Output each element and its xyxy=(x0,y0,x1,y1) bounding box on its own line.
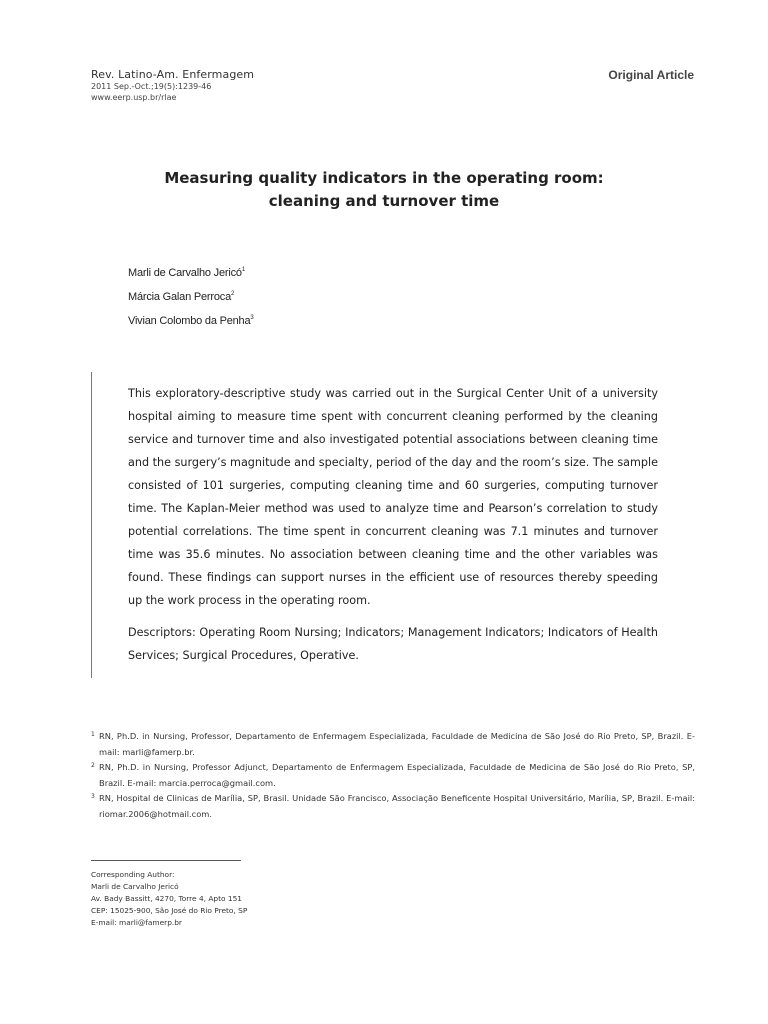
footnote-divider xyxy=(91,860,241,861)
author-ref: 2 xyxy=(231,291,235,297)
journal-issue: 2011 Sep.-Oct.;19(5):1239-46 xyxy=(91,82,212,91)
affiliation-item xyxy=(91,760,695,791)
corresponding-email[interactable]: E-mail: marli@famerp.br xyxy=(91,918,182,927)
journal-name: Rev. Latino-Am. Enfermagem xyxy=(91,68,255,81)
affiliation-item xyxy=(91,729,695,760)
author-item xyxy=(128,284,254,308)
article-title xyxy=(100,167,668,213)
title-line-1: Measuring quality indicators in the operating room: xyxy=(164,169,604,187)
author-ref: 1 xyxy=(241,267,245,273)
corresponding-label: Corresponding Author: xyxy=(91,870,175,879)
author-name: Márcia Galan Perroca xyxy=(128,291,231,303)
affiliation-number: 3 xyxy=(91,793,95,800)
abstract-divider xyxy=(91,372,92,678)
abstract-text: This exploratory-descriptive study was carried out in the Surgical Center Unit of a university hospital aiming to measure time spent with concurrent cleaning performed by the cleaning service and turnover time and also investigated potential associations between cleaning time and the surgery’s magnitude and specialty, period of the day and the room’s size. The sample consisted of 101 surgeries, computing cleaning time and 60 surgeries, computing turnover time. The Kaplan-Meier method was used to analyze time and Pearson’s correlation to study potential correlations. The time spent in concurrent cleaning was 7.1 minutes and turnover time was 35.6 minutes. No association between cleaning time and the other variables was found. These findings can support nurses in the efficient use of resources thereby speeding up the work process in the operating room. xyxy=(128,387,658,607)
author-name: Vivian Colombo da Penha xyxy=(128,315,251,327)
corresponding-address: Av. Bady Bassitt, 4270, Torre 4, Apto 151 xyxy=(91,894,242,903)
affiliation-text: RN, Ph.D. in Nursing, Professor Adjunct, Departamento de Enfermagem Especializada, Faculdade de Medicina de São José do Rio Preto, SP, Brazil. E-mail: marcia.perroca@gmail.com. xyxy=(99,762,695,788)
affiliation-text: RN, Hospital de Clinicas de Marília, SP, Brasil. Unidade São Francisco, Associação Beneficente Hospital Universitário, Marília, SP, Brazil. E-mail: riomar.2006@hotmail.com. xyxy=(99,793,695,819)
affiliation-number: 1 xyxy=(91,731,95,738)
affiliation-item xyxy=(91,791,695,822)
title-line-2: cleaning and turnover time xyxy=(268,192,500,210)
affiliation-number: 2 xyxy=(91,762,95,769)
journal-url[interactable]: www.eerp.usp.br/rlae xyxy=(91,93,177,102)
author-item xyxy=(128,308,254,332)
affiliations xyxy=(91,729,695,822)
affiliation-text: RN, Ph.D. in Nursing, Professor, Departamento de Enfermagem Especializada, Faculdade de Medicina de São José do Rio Preto, SP, Brazil. E-mail: marli@famerp.br. xyxy=(99,731,695,757)
author-item xyxy=(128,260,254,284)
author-list xyxy=(128,260,254,332)
author-ref: 3 xyxy=(250,315,254,321)
descriptors-text: Descriptors: Operating Room Nursing; Indicators; Management Indicators; Indicators of Health Services; Surgical Procedures, Operative. xyxy=(128,626,658,662)
journal-header xyxy=(91,68,254,103)
corresponding-city: CEP: 15025-900, São José do Rio Preto, SP xyxy=(91,906,248,915)
corresponding-author xyxy=(91,869,247,929)
article-type: Original Article xyxy=(608,68,694,82)
author-name: Marli de Carvalho Jericó xyxy=(128,267,242,279)
corresponding-name: Marli de Carvalho Jericó xyxy=(91,882,179,891)
